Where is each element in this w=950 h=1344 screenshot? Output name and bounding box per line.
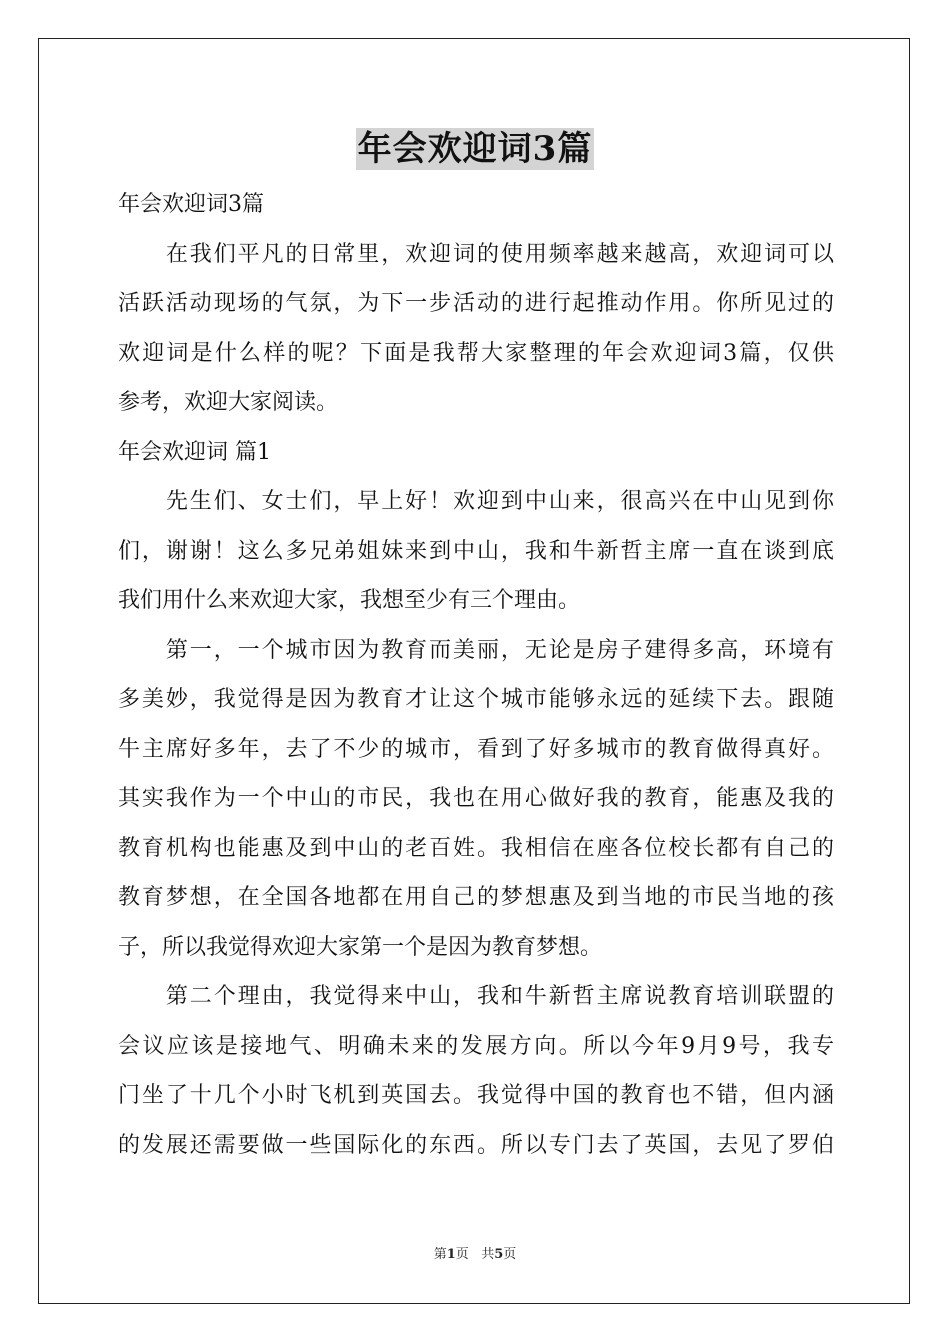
text-line: 门坐了十几个小时飞机到英国去。我觉得中国的教育也不错，但内涵: [118, 1083, 834, 1108]
text-line: 子，所以我觉得欢迎大家第一个是因为教育梦想。: [118, 934, 603, 960]
text-line: 其实我作为一个中山的市民，我也在用心做好我的教育，能惠及我的: [118, 786, 834, 811]
text-line: 活跃活动现场的气氛，为下一步活动的进行起推动作用。你所见过的: [118, 291, 834, 316]
text-line: 的发展还需要做一些国际化的东西。所以专门去了英国，去见了罗伯: [118, 1132, 834, 1158]
text-line: 我们用什么来欢迎大家，我想至少有三个理由。: [118, 588, 581, 613]
text-line: 教育机构也能惠及到中山的老百姓。我相信在座各位校长都有自己的: [118, 835, 834, 861]
document-body: [118, 180, 834, 1170]
text-line: 多美妙，我觉得是因为教育才让这个城市能够永远的延续下去。跟随: [118, 687, 834, 712]
total-suffix: 页: [503, 1247, 517, 1262]
title-container: [0, 128, 950, 170]
page-suffix: 页: [455, 1247, 469, 1262]
text-line: 们，谢谢！这么多兄弟姐妹来到中山，我和牛新哲主席一直在谈到底: [118, 538, 834, 564]
text-line: 教育梦想，在全国各地都在用自己的梦想惠及到当地的市民当地的孩: [118, 885, 834, 910]
page-footer: [0, 1246, 950, 1264]
text-line: 年会欢迎词 篇1: [118, 439, 271, 465]
total-prefix: 共: [481, 1247, 495, 1262]
current-page-number: 1: [446, 1247, 456, 1262]
total-page-number: 5: [494, 1247, 504, 1262]
text-line: 会议应该是接地气、明确未来的发展方向。所以今年9月9号，我专: [118, 1033, 834, 1059]
text-line: 在我们平凡的日常里，欢迎词的使用频率越来越高，欢迎词可以: [118, 241, 834, 267]
page-prefix: 第: [433, 1247, 447, 1262]
text-line: 先生们、女士们，早上好！欢迎到中山来，很高兴在中山见到你: [118, 489, 834, 514]
text-line: 年会欢迎词3篇: [118, 192, 264, 217]
text-line: 欢迎词是什么样的呢？下面是我帮大家整理的年会欢迎词3篇，仅供: [118, 340, 834, 366]
text-line: 第二个理由，我觉得来中山，我和牛新哲主席说教育培训联盟的: [118, 984, 834, 1009]
text-line: 参考，欢迎大家阅读。: [118, 390, 339, 415]
text-line: 牛主席好多年，去了不少的城市，看到了好多城市的教育做得真好。: [118, 736, 834, 762]
document-title: 年会欢迎词3篇: [357, 129, 593, 169]
text-line: 第一，一个城市因为教育而美丽，无论是房子建得多高，环境有: [118, 637, 834, 663]
